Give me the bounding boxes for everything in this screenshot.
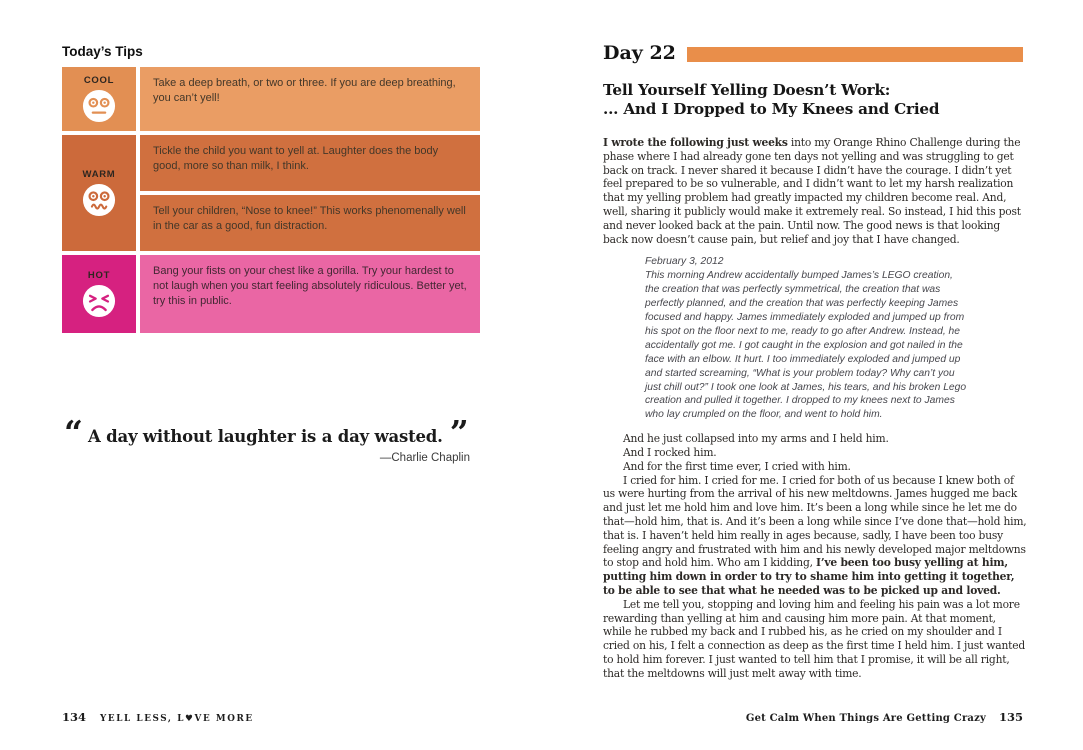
intro-bold-lead: I wrote the following just weeks	[603, 136, 788, 149]
page-number: 134	[62, 710, 87, 724]
cried-paragraph	[603, 474, 1027, 598]
tip-level-hot	[62, 255, 136, 333]
tip-level-label: HOT	[87, 270, 111, 281]
journal-body: This morning Andrew accidentally bumped James’s LEGO creation, the creation that was perfectly symmetrical, the creation that was perfectly planned, and the creation that was perfectly keeping James focused and happy. James immediately exploded and jumped up from his spot on the floor next to me, ready to go after Andrew. Instead, he accidentally got me. I got caught in the explosion and got nailed in the face with an elbow. It hurt. I too immediately exploded and jumped up and started screaming, “What is your problem today? Why can’t you just chill out?” I took one look at James, his tears, and his broken Lego creation and pulled it together. I dropped to my knees next to James who lay crumpled on the floor, and went to hold him.	[645, 270, 967, 421]
intro-paragraph-rest: into my Orange Rhino Challenge during the phase where I had already gone ten days not yelling and was struggling to get back on track. I never shared it because I didn’t have the courage. I didn’t yet feel prepared to be so vulnerable, and I didn’t want to let my harsh realization that my yelling problem had greatly impacted my children become real. And, well, sharing it publicly would make it extremely real. So instead, I hid this post and never looked back at the pain. Until now. The good news is that looking back now doesn’t cause pain, but relief and joy that I have changed.	[603, 136, 1021, 246]
hot-face-icon	[82, 284, 116, 318]
footer-right	[603, 710, 1023, 724]
cried-paragraph-normal: I cried for him. I cried for me. I cried for both of us because I knew both of us were hurting from the arrival of his new meltdowns. James hugged me back and just let me hold him and love him. It’s been a long while since he let me do that—hold him, that is. And it’s been a long while since I’ve done that—hold him, that is. I haven’t held him really in ages because, sadly, I have been too busy feeling angry and frustrated with him and his newly developed major meltdowns to stop and hold him. Who am I kidding,	[603, 473, 1027, 570]
warm-face-icon	[82, 183, 116, 217]
tip-level-label: COOL	[83, 75, 115, 86]
chapter-heading-line2: ... And I Dropped to My Knees and Cried	[603, 100, 940, 118]
tips-table	[62, 67, 480, 333]
journal-entry	[645, 255, 967, 422]
footer-left	[62, 710, 254, 724]
tips-header: Today’s Tips	[62, 44, 143, 59]
chapter-title: Get Calm When Things Are Getting Crazy	[745, 713, 986, 724]
page-number: 135	[998, 710, 1023, 724]
tip-text: Tickle the child you want to yell at. Laughter does the body good, more so than milk, I think.	[140, 135, 480, 191]
tip-text: Tell your children, “Nose to knee!” This works phenomenally well in the car as a good, fun distraction.	[140, 195, 480, 251]
cool-face-icon	[82, 89, 116, 123]
open-quote-mark: “	[64, 413, 81, 452]
intro-paragraph	[603, 136, 1027, 246]
standalone-line: And for the first time ever, I cried with him.	[623, 459, 851, 473]
day-label: Day 22	[603, 42, 676, 64]
quote-block	[64, 413, 472, 464]
tip-text: Take a deep breath, or two or three. If you are deep breathing, you can’t yell!	[140, 67, 480, 131]
standalone-line: And I rocked him.	[623, 446, 717, 460]
quote-text: A day without laughter is a day wasted.	[87, 427, 443, 446]
standalone-line: And he just collapsed into my arms and I held him.	[623, 432, 889, 446]
cried-paragraph-bold: I’ve been too busy yelling at him, putting him down in order to try to shame him into getting it together, to be able to see that what he needed was to be picked up and loved.	[603, 556, 1015, 598]
close-quote-mark: ”	[449, 413, 467, 452]
quote-line	[64, 413, 472, 452]
journal-date: February 3, 2012	[645, 256, 724, 268]
tip-text: Bang your fists on your chest like a gorilla. Try your hardest to not laugh when you start feeling absolutely ridiculous. Better yet, try this in public.	[140, 255, 480, 333]
main-text-column	[603, 136, 1027, 681]
book-title: YELL LESS, L♥VE MORE	[100, 714, 254, 724]
day-header	[603, 42, 1023, 64]
chapter-heading-line1: Tell Yourself Yelling Doesn’t Work:	[603, 81, 891, 99]
tip-level-label: WARM	[82, 169, 116, 180]
chapter-heading	[603, 81, 1027, 119]
tip-level-cool	[62, 67, 136, 131]
day-header-bar	[687, 47, 1023, 62]
tip-level-warm	[62, 135, 136, 251]
closing-paragraph: Let me tell you, stopping and loving him and feeling his pain was a lot more rewarding than yelling at him and causing him more pain. At that moment, while he rubbed my back and I rubbed his, as he cried on my shoulder and I cried on his, I felt a connection as deep as the first time I held him. I just wanted to hold him forever. I just wanted to tell him that I promise, it will be all right, that the meltdowns will just melt away with time.	[603, 597, 1026, 680]
quote-attribution: —Charlie Chaplin	[379, 452, 470, 464]
